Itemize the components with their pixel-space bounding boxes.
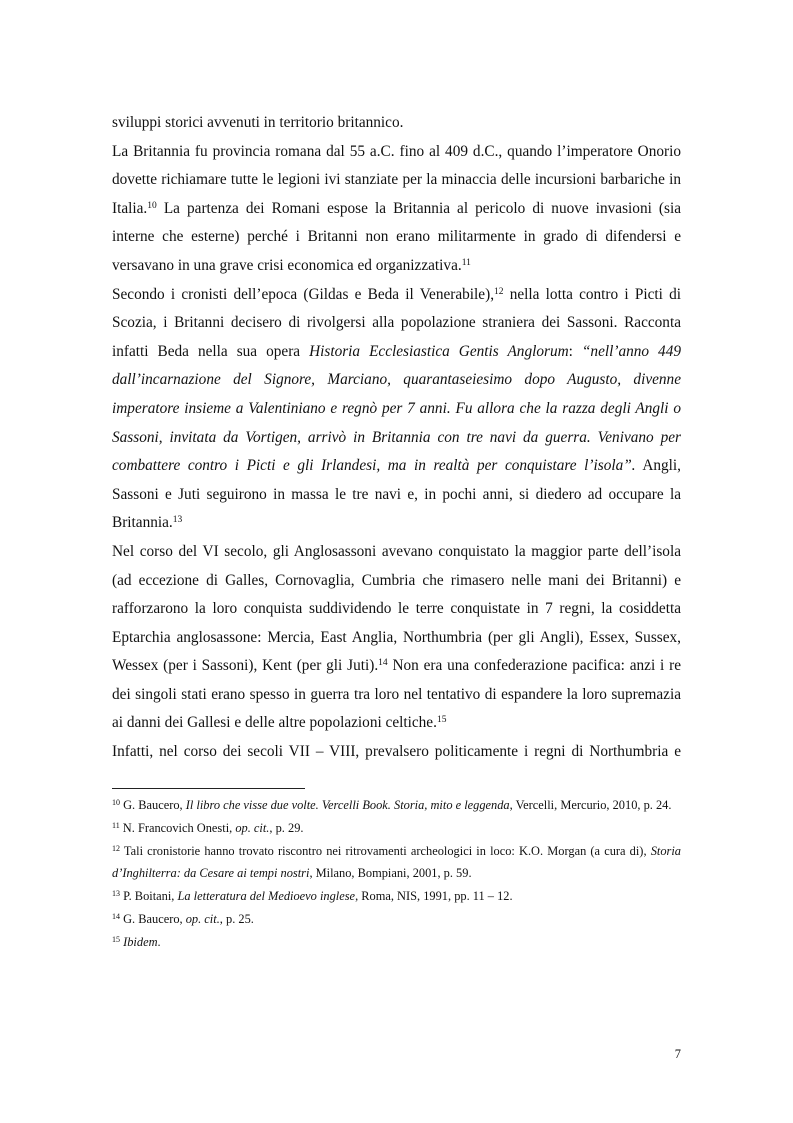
- footnotes-section: [112, 794, 681, 954]
- beda-quote: “nell’anno 449 dall’incarnazione del Signore, Marciano, quarantaseiesimo dopo Augusto, divenne imperatore insieme a Valentiniano e regnò per 7 anni. Fu allora che la razza degli Angli o Sassoni, invitata da Vortigen, arrivò in Britannia con tre navi da guerra. Venivano per combattere contro i Picti e gli Irlandesi, ma in realtà per conquistare l’isola”.: [112, 342, 682, 475]
- book-title: Historia Ecclesiastica Gentis Anglorum: [309, 342, 569, 360]
- paragraph-continuation: sviluppi storici avvenuti in territorio britannico.: [112, 114, 404, 131]
- footnote-10: $^{10}$ G. Baucero, Il libro che visse due volte. Vercelli Book. Storia, mito e leggenda, Vercelli, Mercurio, 2010, p. 24.: [112, 798, 672, 812]
- main-text: [112, 109, 681, 767]
- footnote-ref-12[interactable]: 12: [494, 286, 504, 297]
- footnote-ref-15[interactable]: 15: [436, 715, 447, 726]
- paragraph-saxon-invasion: Secondo i cronisti dell’epoca (Gildas e Beda il Venerabile),$^{12}$ nella lotta contro i Picti di Scozia, i Britanni decisero di rivolgersi alla popolazione straniera dei Sassoni. Racconta infatti Beda nella sua opera Historia Ecclesiastica Gentis Anglorum: “nell’anno 449 dall’incarnazione del Signore, Marciano, quarantaseiesimo dopo Augusto, divenne imperatore insieme a Valentiniano e regnò per 7 anni. Fu allora che la razza degli Angli o Sassoni, invitata da Vortigen, arrivò in Britannia con tre navi da guerra. Venivano per combattere contro i Picti e gli Irlandesi, ma in realtà per conquistare l’isola”. Angli, Sassoni e Juti seguirono in massa le tre navi e, in pochi anni, si diedero ad occupare la Britannia.$^{13}$: [112, 285, 682, 532]
- page-number: 7: [674, 1047, 681, 1061]
- paragraph-heptarchy: Nel corso del VI secolo, gli Anglosassoni avevano conquistato la maggior parte dell’isola (ad eccezione di Galles, Cornovaglia, Cumbria che rimasero nelle mani dei Britanni) e rafforzarono la loro conquista suddividendo le terre conquistate in 7 regni, la cosiddetta Eptarchia anglosassone: Mercia, East Anglia, Northumbria (per gli Angli), Essex, Sussex, Wessex (per i Sassoni), Kent (per gli Juti).$^{14}$ Non era una confederazione pacifica: anzi i re dei singoli stati erano spesso in guerra tra loro nel tentativo di espandere la loro supremazia ai danni dei Gallesi e delle altre popolazioni celtiche.$^{15}$: [112, 542, 681, 732]
- footnote-separator: [112, 788, 305, 789]
- paragraph-continues: Infatti, nel corso dei secoli VII – VIII, prevalsero politicamente i regni di Northumbria e: [112, 743, 681, 761]
- footnote-ref-13[interactable]: 13: [172, 515, 183, 526]
- footnote-14: $^{14}$ G. Baucero, op. cit., p. 25.: [112, 911, 254, 926]
- paragraph-roman-britain: La Britannia fu provincia romana dal 55 a.C. fino al 409 d.C., quando l’imperatore Onorio dovette richiamare tutte le legioni ivi stanziate per la minaccia delle incursioni barbariche in Italia.$^{10}$ La partenza dei Romani espose la Britannia al pericolo di nuove invasioni (sia interne che esterne) perché i Britanni non erano militarmente in grado di difendersi e versavano in una grave crisi economica ed organizzativa.$^{11}$: [112, 142, 681, 274]
- footnote-12: $^{12}$ Tali cronistorie hanno trovato riscontro nei ritrovamenti archeologici in loco: K.O. Morgan (a cura di), Storia d’Inghilterra: da Cesare ai tempi nostri, Milano, Bompiani, 2001, p. 59.: [112, 843, 681, 881]
- footnote-ref-14[interactable]: 14: [378, 658, 388, 669]
- footnote-ref-11[interactable]: 11: [461, 257, 471, 268]
- footnote-13: $^{13}$ P. Boitani, La letteratura del Medioevo inglese, Roma, NIS, 1991, pp. 11 – 12.: [112, 889, 513, 904]
- footnote-15: $^{15}$ Ibidem.: [112, 934, 161, 949]
- footnote-11: $^{11}$ N. Francovich Onesti, op. cit., p. 29.: [112, 820, 304, 835]
- footnote-ref-10[interactable]: 10: [147, 200, 157, 211]
